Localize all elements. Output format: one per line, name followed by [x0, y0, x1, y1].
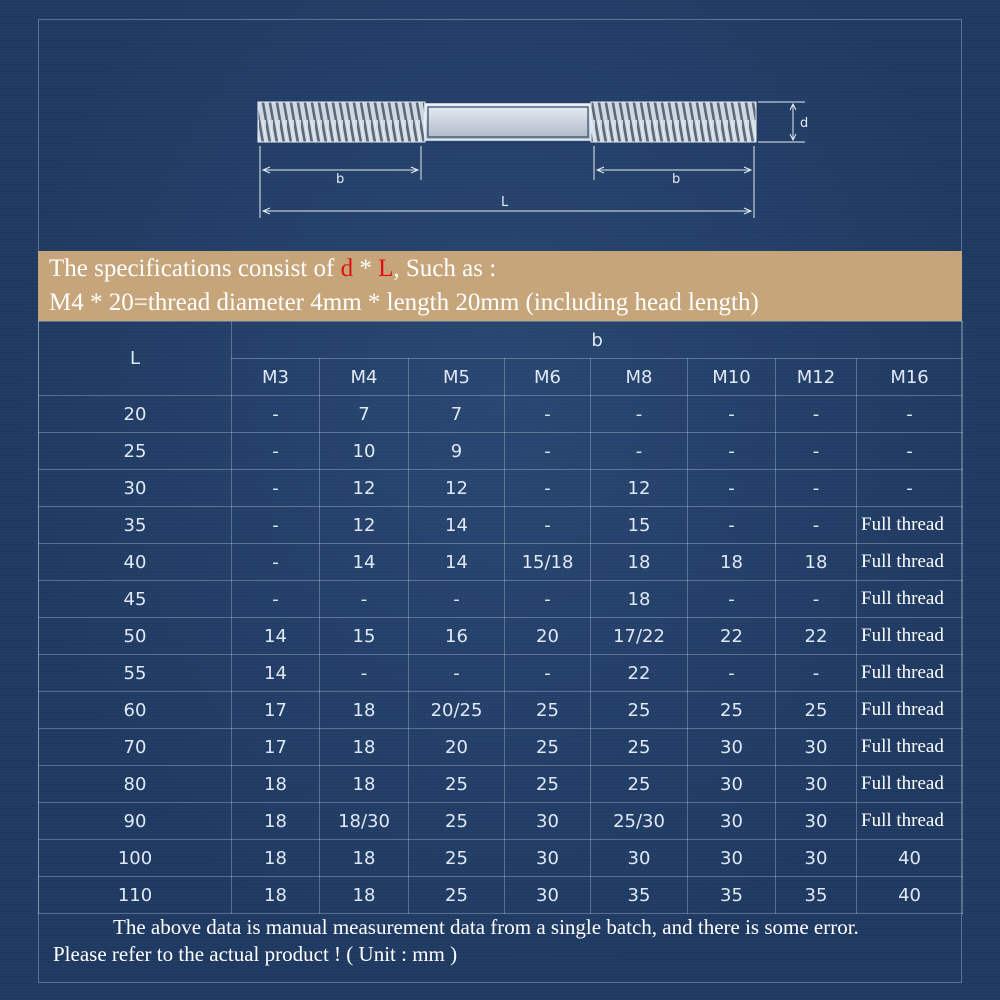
column-header: M12 [776, 359, 857, 396]
column-header: M10 [688, 359, 776, 396]
value-cell: - [320, 581, 409, 618]
spec-table [38, 321, 963, 914]
value-cell: - [505, 655, 591, 692]
length-cell: 60 [39, 692, 232, 729]
value-cell: 7 [320, 396, 409, 433]
value-cell: - [857, 433, 963, 470]
length-cell: 35 [39, 507, 232, 544]
value-cell: - [776, 655, 857, 692]
value-cell: - [688, 396, 776, 433]
value-cell: Full thread [857, 618, 963, 655]
value-cell: 18 [320, 729, 409, 766]
value-cell: 7 [409, 396, 505, 433]
value-cell: 30 [591, 840, 688, 877]
value-cell: 30 [688, 840, 776, 877]
value-cell: 18 [232, 840, 320, 877]
value-cell: 20 [505, 618, 591, 655]
value-cell: 18 [232, 877, 320, 914]
L-column-header: L [39, 322, 232, 396]
value-cell: 18 [232, 803, 320, 840]
value-cell: 25 [505, 766, 591, 803]
value-cell: - [409, 655, 505, 692]
value-cell: Full thread [857, 729, 963, 766]
value-cell: 25 [409, 840, 505, 877]
value-cell: 25 [409, 877, 505, 914]
value-cell: 22 [776, 618, 857, 655]
spec-banner [38, 251, 962, 321]
value-cell: 14 [320, 544, 409, 581]
length-cell: 40 [39, 544, 232, 581]
left-thread [258, 102, 425, 142]
value-cell: 12 [409, 470, 505, 507]
value-cell: 30 [688, 766, 776, 803]
footer-note [38, 909, 962, 981]
value-cell: 40 [857, 877, 963, 914]
value-cell: 30 [688, 729, 776, 766]
value-cell: 30 [776, 803, 857, 840]
value-cell: 12 [320, 470, 409, 507]
value-cell: 25 [505, 729, 591, 766]
value-cell: 22 [591, 655, 688, 692]
length-cell: 110 [39, 877, 232, 914]
value-cell: - [857, 396, 963, 433]
banner-line-2: M4 * 20=thread diameter 4mm * length 20mm (including head length) [49, 289, 759, 316]
value-cell: - [409, 581, 505, 618]
value-cell: - [776, 396, 857, 433]
table-row [39, 840, 963, 877]
value-cell: Full thread [857, 692, 963, 729]
value-cell: 18 [320, 840, 409, 877]
value-cell: - [320, 655, 409, 692]
length-cell: 45 [39, 581, 232, 618]
value-cell: 18 [320, 692, 409, 729]
value-cell: - [857, 470, 963, 507]
column-header: M6 [505, 359, 591, 396]
value-cell: 25 [409, 766, 505, 803]
value-cell: 35 [591, 877, 688, 914]
value-cell: 18 [688, 544, 776, 581]
value-cell: 22 [688, 618, 776, 655]
table-row [39, 877, 963, 914]
value-cell: - [688, 581, 776, 618]
value-cell: 15/18 [505, 544, 591, 581]
L-highlight: L [378, 255, 394, 282]
length-cell: 100 [39, 840, 232, 877]
value-cell: 40 [857, 840, 963, 877]
value-cell: 25 [591, 692, 688, 729]
table-row [39, 507, 963, 544]
value-cell: 18 [320, 766, 409, 803]
value-cell: 18 [776, 544, 857, 581]
column-header: M16 [857, 359, 963, 396]
length-cell: 25 [39, 433, 232, 470]
value-cell: 25 [688, 692, 776, 729]
table-row [39, 692, 963, 729]
table-row [39, 618, 963, 655]
table-row [39, 433, 963, 470]
value-cell: Full thread [857, 803, 963, 840]
value-cell: 30 [776, 766, 857, 803]
value-cell: 25 [409, 803, 505, 840]
length-cell: 70 [39, 729, 232, 766]
table-row [39, 544, 963, 581]
column-header: M4 [320, 359, 409, 396]
length-cell: 20 [39, 396, 232, 433]
value-cell: 10 [320, 433, 409, 470]
length-cell: 80 [39, 766, 232, 803]
table-row [39, 396, 963, 433]
value-cell: 14 [232, 655, 320, 692]
value-cell: - [776, 581, 857, 618]
value-cell: - [232, 433, 320, 470]
value-cell: Full thread [857, 544, 963, 581]
value-cell: 15 [591, 507, 688, 544]
table-row [39, 729, 963, 766]
value-cell: Full thread [857, 581, 963, 618]
value-cell: 18 [591, 544, 688, 581]
value-cell: - [232, 581, 320, 618]
value-cell: - [776, 507, 857, 544]
footer-line-2: Please refer to the actual product ! ( Unit : mm ) [53, 942, 458, 966]
table-row [39, 581, 963, 618]
value-cell: 25 [776, 692, 857, 729]
value-cell: 12 [320, 507, 409, 544]
value-cell: - [505, 581, 591, 618]
b-header: b [232, 322, 963, 359]
value-cell: - [591, 433, 688, 470]
value-cell: 30 [688, 803, 776, 840]
value-cell: 25 [591, 766, 688, 803]
value-cell: 20/25 [409, 692, 505, 729]
value-cell: 35 [776, 877, 857, 914]
value-cell: 25 [505, 692, 591, 729]
value-cell: - [232, 544, 320, 581]
column-header: M3 [232, 359, 320, 396]
value-cell: - [688, 655, 776, 692]
value-cell: 9 [409, 433, 505, 470]
value-cell: 30 [505, 840, 591, 877]
value-cell: 18 [232, 766, 320, 803]
value-cell: - [232, 396, 320, 433]
stud-bolt-diagram [0, 0, 1000, 240]
value-cell: - [505, 433, 591, 470]
value-cell: 17 [232, 692, 320, 729]
b-right-label: b [672, 172, 681, 187]
value-cell: 14 [409, 507, 505, 544]
value-cell: - [232, 507, 320, 544]
value-cell: Full thread [857, 655, 963, 692]
d-highlight: d [340, 255, 354, 282]
value-cell: 35 [688, 877, 776, 914]
value-cell: 17 [232, 729, 320, 766]
right-thread [591, 102, 756, 142]
table-row [39, 655, 963, 692]
value-cell: 25 [591, 729, 688, 766]
value-cell: 16 [409, 618, 505, 655]
shank [425, 104, 591, 140]
value-cell: 14 [409, 544, 505, 581]
value-cell: - [505, 507, 591, 544]
d-dimension [758, 102, 805, 142]
length-cell: 30 [39, 470, 232, 507]
length-cell: 50 [39, 618, 232, 655]
value-cell: 30 [776, 840, 857, 877]
value-cell: 12 [591, 470, 688, 507]
value-cell: Full thread [857, 507, 963, 544]
value-cell: 14 [232, 618, 320, 655]
value-cell: - [688, 433, 776, 470]
value-cell: - [505, 470, 591, 507]
value-cell: 17/22 [591, 618, 688, 655]
table-row [39, 470, 963, 507]
value-cell: 18 [320, 877, 409, 914]
value-cell: - [688, 470, 776, 507]
column-header: M8 [591, 359, 688, 396]
value-cell: - [232, 470, 320, 507]
value-cell: - [591, 396, 688, 433]
value-cell: - [776, 433, 857, 470]
value-cell: Full thread [857, 766, 963, 803]
banner-line-1: The specifications consist of d * L, Such as : [49, 255, 497, 282]
d-label: d [800, 116, 809, 131]
table-row [39, 766, 963, 803]
column-header: M5 [409, 359, 505, 396]
value-cell: 18/30 [320, 803, 409, 840]
value-cell: 25/30 [591, 803, 688, 840]
value-cell: - [776, 470, 857, 507]
value-cell: 30 [505, 877, 591, 914]
value-cell: 18 [591, 581, 688, 618]
length-cell: 90 [39, 803, 232, 840]
length-cell: 55 [39, 655, 232, 692]
value-cell: 15 [320, 618, 409, 655]
value-cell: - [688, 507, 776, 544]
value-cell: - [505, 396, 591, 433]
b-left-label: b [336, 172, 345, 187]
value-cell: 20 [409, 729, 505, 766]
footer-line-1: The above data is manual measurement data from a single batch, and there is some error. [113, 915, 859, 939]
value-cell: 30 [505, 803, 591, 840]
value-cell: 30 [776, 729, 857, 766]
L-label: L [501, 195, 509, 210]
table-row [39, 803, 963, 840]
